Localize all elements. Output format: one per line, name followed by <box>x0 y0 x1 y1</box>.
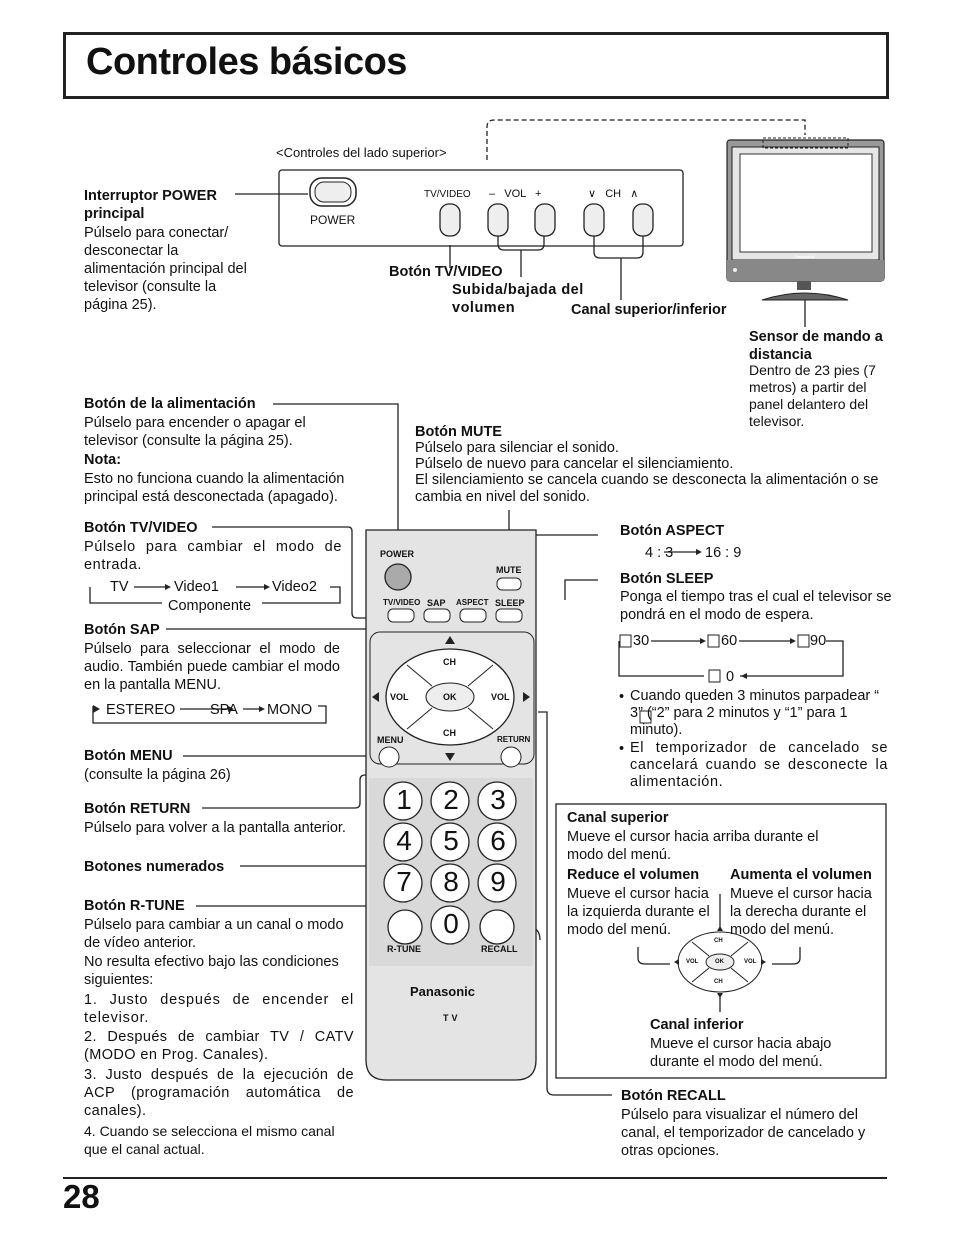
ch-updown-label: Canal superior/inferior <box>571 302 727 318</box>
power-main-desc: Púlselo para conectar/ desconectar la alimentación principal del televisor (consulte la página 25). <box>84 225 247 313</box>
mini-ch-down: CH <box>714 979 723 985</box>
power-note-title: Nota: <box>84 452 122 468</box>
tv-brand-logo: Panasonic <box>795 254 816 259</box>
nav-down-title: Canal inferior <box>650 1017 744 1033</box>
remote-tvvideo-button[interactable]: TV/VIDEO <box>383 598 421 607</box>
mute-line-3: El silenciamiento se cancela cuando se desconecta la alimentación o se cambia en nivel del sonido. <box>415 472 879 505</box>
top-tvvideo-label: TV/VIDEO <box>424 189 471 200</box>
remote-digit-1[interactable]: 1 <box>396 784 412 815</box>
menu-title: Botón MENU <box>84 748 173 764</box>
footer-rule <box>63 1177 887 1179</box>
tvvideo-title: Botón TV/VIDEO <box>84 520 198 536</box>
remote-digit-3[interactable]: 3 <box>490 784 506 815</box>
cycle-componente: Componente <box>168 598 252 614</box>
sleep-title: Botón SLEEP <box>620 571 714 587</box>
remote-vol-up-button[interactable]: VOL <box>491 692 510 702</box>
aspect-43: 4 : 3 <box>645 545 674 561</box>
bullet-dot-1: • <box>619 689 625 705</box>
remote-ch-down-button[interactable]: CH <box>443 728 456 738</box>
tv-illustration <box>727 138 884 300</box>
remote-digit-8[interactable]: 8 <box>443 866 459 897</box>
return-desc: Púlselo para volver a la pantalla anterior. <box>84 820 346 836</box>
remote-digit-0[interactable]: 0 <box>443 908 459 939</box>
sleep-bullet-1: Cuando queden 3 minutos parpadear “ 3” (“2” para 2 minutos y “1” para 1 minuto). <box>630 688 880 738</box>
rtune-item-4: 4. Cuando se selecciona el mismo canal que el canal actual. <box>84 1123 335 1157</box>
sensor-desc: Dentro de 23 pies (7 metros) a partir del panel delantero del televisor. <box>749 362 876 429</box>
remote-digit-6[interactable]: 6 <box>490 825 506 856</box>
remote-aspect-button[interactable]: ASPECT <box>456 598 489 607</box>
power-note: Esto no funciona cuando la alimentación principal está desconectada (apagado). <box>84 471 345 505</box>
top-panel-caption: <Controles del lado superior> <box>276 145 447 160</box>
remote-return-button[interactable]: RETURN <box>497 735 531 744</box>
vol-updown-label: Subida/bajada del volumen <box>452 282 584 316</box>
return-title: Botón RETURN <box>84 801 191 817</box>
sleep-desc: Ponga el tiempo tras el cual el televisor se pondrá en el modo de espera. <box>620 589 892 623</box>
power-btn-desc: Púlselo para encender o apagar el televisor (consulte la página 25). <box>84 415 306 449</box>
remote-model-label: TV <box>443 1013 461 1023</box>
power-btn-title: Botón de la alimentación <box>84 396 256 412</box>
sleep-90: 90 <box>810 633 827 649</box>
remote-ch-up-button[interactable]: CH <box>443 657 456 667</box>
top-ch-label: ∨ CH ∧ <box>588 188 639 200</box>
remote-power-button[interactable]: POWER <box>380 549 415 559</box>
mute-line-1: Púlselo para silenciar el sonido. <box>415 440 619 456</box>
mute-line-2: Púlselo de nuevo para cancelar el silenciamiento. <box>415 456 734 472</box>
cycle-estereo: ESTEREO <box>106 702 176 718</box>
aspect-169: 16 : 9 <box>705 545 742 561</box>
nav-up-title: Canal superior <box>567 810 669 826</box>
mini-ok: OK <box>715 959 724 965</box>
remote-digit-2[interactable]: 2 <box>443 784 459 815</box>
page-number: 28 <box>63 1178 100 1215</box>
top-vol-label: – VOL + <box>489 188 542 200</box>
rtune-title: Botón R-TUNE <box>84 898 185 914</box>
remote-ok-button[interactable]: OK <box>443 692 457 702</box>
rtune-item-1: 1. Justo después de encender el televisor. <box>84 992 354 1026</box>
remote-mute-button[interactable]: MUTE <box>496 565 522 575</box>
tvvideo-desc: Púlselo para cambiar el modo de entrada. <box>84 539 342 573</box>
remote-digit-4[interactable]: 4 <box>396 825 412 856</box>
remote-sap-button[interactable]: SAP <box>427 598 446 608</box>
remote-digit-9[interactable]: 9 <box>490 866 506 897</box>
remote-menu-button[interactable]: MENU <box>377 735 404 745</box>
nav-left-desc: Mueve el cursor hacia la izquierda durante el modo del menú. <box>567 886 710 938</box>
rtune-no-effect: No resulta efectivo bajo las condiciones siguientes: <box>84 954 339 988</box>
menu-desc: (consulte la página 26) <box>84 767 231 783</box>
sleep-30: 30 <box>633 633 650 649</box>
page-title: Controles básicos <box>86 41 407 83</box>
remote-recall-button[interactable]: RECALL <box>481 944 518 954</box>
sleep-60: 60 <box>721 633 738 649</box>
remote-digit-7[interactable]: 7 <box>396 866 412 897</box>
nav-right-title: Aumenta el volumen <box>730 867 872 883</box>
cycle-spa: SPA <box>210 702 238 718</box>
cycle-video1: Video1 <box>174 579 219 595</box>
remote-vol-down-button[interactable]: VOL <box>390 692 409 702</box>
nav-up-desc: Mueve el cursor hacia arriba durante el modo del menú. <box>567 829 819 863</box>
cycle-tv: TV <box>110 579 129 595</box>
tvvideo-top-label: Botón TV/VIDEO <box>389 264 503 280</box>
cycle-mono: MONO <box>267 702 313 718</box>
sensor-title: Sensor de mando a distancia <box>749 329 883 363</box>
rtune-item-2: 2. Después de cambiar TV / CATV (MODO en Prog. Canales). <box>84 1029 354 1063</box>
bullet-dot-2: • <box>619 741 625 757</box>
mini-vol-left: VOL <box>686 959 699 965</box>
top-power-label: POWER <box>310 213 356 227</box>
mini-vol-right: VOL <box>744 959 757 965</box>
nav-right-desc: Mueve el cursor hacia la derecha durante el modo del menú. <box>730 886 872 938</box>
sap-title: Botón SAP <box>84 622 160 638</box>
sap-desc: Púlselo para seleccionar el modo de audio. También puede cambiar el modo en la pantalla MENU. <box>84 641 340 693</box>
mini-ch-up: CH <box>714 938 723 944</box>
numbers-title: Botones numerados <box>84 859 225 875</box>
remote-digit-5[interactable]: 5 <box>443 825 459 856</box>
aspect-title: Botón ASPECT <box>620 523 725 539</box>
sleep-bullet-2: El temporizador de cancelado se cancelará cuando se desconecte la alimentación. <box>630 740 888 790</box>
cycle-video2: Video2 <box>272 579 317 595</box>
nav-left-title: Reduce el volumen <box>567 867 700 883</box>
nav-down-desc: Mueve el cursor hacia abajo durante el modo del menú. <box>650 1036 832 1070</box>
remote-sleep-button[interactable]: SLEEP <box>495 598 525 608</box>
remote-rtune-button[interactable]: R-TUNE <box>387 944 421 954</box>
recall-title: Botón RECALL <box>621 1088 726 1104</box>
mute-title: Botón MUTE <box>415 424 502 440</box>
sleep-0: 0 <box>726 669 735 685</box>
power-main-title: Interruptor POWER principal <box>84 188 217 222</box>
rtune-item-3: 3. Justo después de la ejecución de ACP (programación automática de canales). <box>84 1067 354 1119</box>
rtune-desc: Púlselo para cambiar a un canal o modo de vídeo anterior. <box>84 917 344 951</box>
remote-brand-logo: Panasonic <box>410 984 476 999</box>
recall-desc: Púlselo para visualizar el número del canal, el temporizador de cancelado y otras opciones. <box>621 1107 866 1159</box>
